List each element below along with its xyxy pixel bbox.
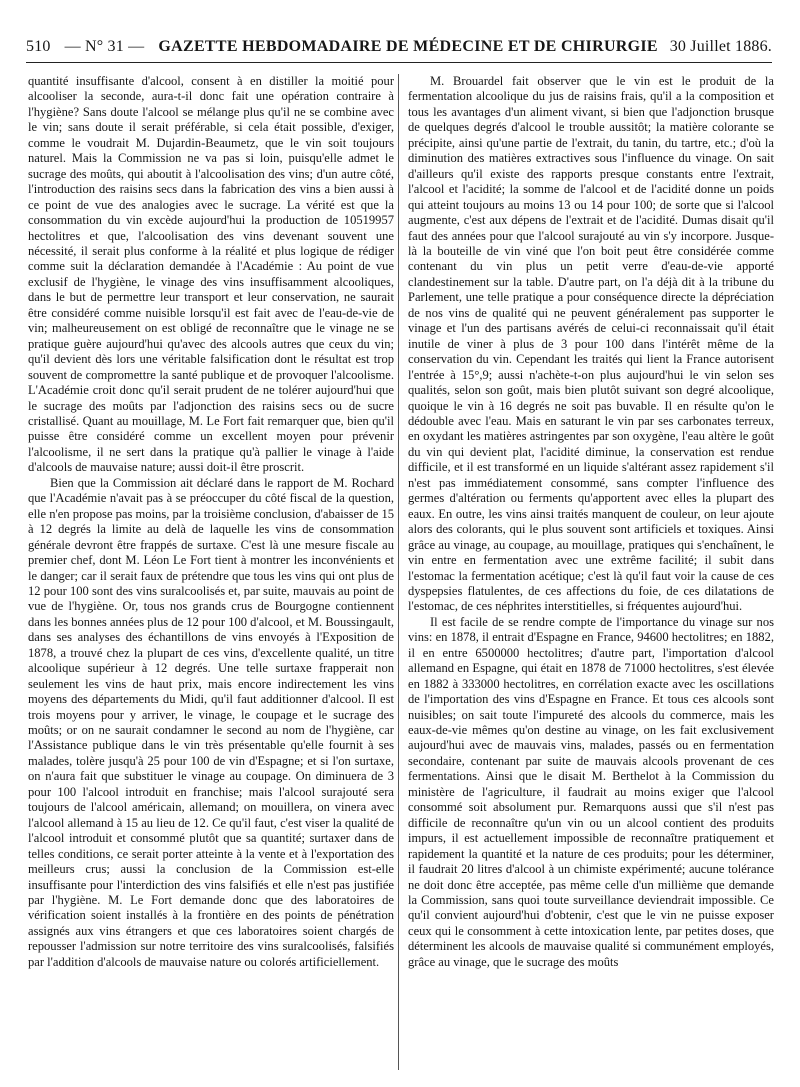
journal-title: GAZETTE HEBDOMADAIRE DE MÉDECINE ET DE CHIRURGIE [158, 38, 658, 55]
column-divider [398, 74, 399, 1070]
right-paragraph-1: M. Brouardel fait observer que le vin est le produit de la fermentation alcoolique du jus de raisins frais, qu'il a la composition et tous les avantages d'un aliment vivant, si bien que l'adjonction brusque de quelques degrés d'alcool le trouble aussitôt; la matière colorante se précipite, ainsi qu'une partie de l'extrait, du tanin, du tartre, etc.; d'où la diminution des matières extractives sous l'influence du vinage. On sait d'ailleurs qu'il existe des rapports presque constants entre l'extrait, l'alcool et l'acidité; la somme de l'alcool et de l'acidité donne un poids qui atteint toujours au moins 13 ou 14 pour 100; de sorte que si l'alcool augmente, c'est aux dépens de l'extrait et de l'acidité. Dumas disait qu'il faut des années pour que l'alcool surajouté au vin s'y incorpore. Jusque-là la bouteille de vin viné que l'on boit peut être considérée comme contenant du vin plus un petit verre d'eau-de-vie apporté clandestinement sur la table. D'autre part, on l'a déjà dit à la tribune du Parlement, une telle pratique a pour conséquence directe la dépréciation de nos vins de qualité qui ne peuvent généralement pas supporter le vinage et l'un des partisans avérés de celui-ci reconnaissait qu'il était inutile de viner à plus de 3 pour 100 dans l'intérêt même de la conservation du vin. Cependant les traités qui lient la France autorisent l'entrée à 15°,9; aussi n'achète-t-on plus aujourd'hui le vin selon ses qualités, selon son goût, mais bien plutôt suivant son degré alcoolique, quoique le vin à 16 degrés ne soit pas buvable. Il en résulte qu'on le dédouble avec l'eau. Mais en saturant le vin par ses carbonates terreux, en oxydant les matières astringentes par son oxygène, l'eau altère le goût du vin qui devient plat, l'acidité diminue, la conservation est rendue difficile, et il est transformé en un liquide s'altérant assez rapidement s'il n'est pas immédiatement consommé, sans compter l'influence des germes d'altération ou ferments qu'apportent avec elles la plupart des eaux. En outre, les vins ainsi traités manquent de couleur, on leur ajoute alors des colorants, qui le plus souvent sont artificiels et toxiques. Ainsi grâce au vinage, au coupage, au mouillage, pratiques qui s'enchaînent, le vin entre en fermentation avec une extrême facilité; il subit dans l'estomac la fermentation acétique; c'est là qu'il faut voir la cause de ces dyspepsies flatulentes, de ces affections du foie, de ces dilatations de l'estomac, de ces néphrites interstitielles, si fréquentes aujourd'hui. [408, 74, 774, 614]
right-paragraph-2: Il est facile de se rendre compte de l'importance du vinage sur nos vins: en 1878, il entrait d'Espagne en France, 94600 hectolitres; en 1882, il en entre 6500000 hectolitres; d'autre part, l'importation d'alcool allemand en Espagne, qui était en 1878 de 71000 hectolitres, s'est élevée en 1882 à 333000 hectolitres, en corrélation exacte avec les oscillations de l'importation des vins d'Espagne en France. Et tous ces alcools sont nuisibles; on sait toute l'impureté des alcools du commerce, mais les eaux-de-vie mêmes qu'on destine au vinage, on les fait exclusivement aujourd'hui avec de mauvais vins, malades, passés ou en fermentation secondaire, contenant par suite de mauvais alcools provenant de ces fermentations. Ainsi que le disait M. Berthelot à la Commission du ministère de l'agriculture, il faudrait au moins exiger que l'alcool consommé soit absolument pur. Remarquons aussi que s'il n'est pas difficile de reconnaître qu'un vin ou un alcool contient des produits impurs, il est actuellement impossible de reconnaître pratiquement et rapidement la quantité et la nature de ces produits; pour les déterminer, il faudrait 20 litres d'alcool à un chimiste expérimenté; aucune tolérance ne doit donc être acceptée, pas même celle d'un millième que demande la Commission, sans quoi toute surveillance deviendrait impossible. Ce qu'il convient aujourd'hui d'obtenir, c'est que le vin ne puisse exposer ceux qui le consomment à cette intoxication lente, par petites doses, que déterminent les alcools de mauvaise qualité si communément employés, grâce au vinage, que le sucrage des moûts [408, 614, 774, 969]
right-column [408, 74, 774, 1074]
left-paragraph-1: quantité insuffisante d'alcool, consent à en distiller la moitié pour alcooliser la seconde, aura-t-il donc fait une opération contraire à l'hygiène? Sans doute l'alcool se mélange plus qu'il ne se combine avec le vin; sans doute il serait préférable, si cela était possible, d'exiger, comme le voudrait M. Dujardin-Beaumetz, que le vin soit toujours naturel. Mais la Commission ne va pas si loin, puisqu'elle admet le sucrage des moûts, qui aboutit à l'alcoolisation des vins; d'un autre côté, l'introduction des raisins secs dans la fabrication des vins a bien aussi à ce point de vue des analogies avec le sucrage. La vérité est que la consommation du vin excède aujourd'hui la production de 10519957 hectolitres et que, l'alcoolisation des vins devenant souvent une nécessité, il serait plus conforme à la réalité et plus logique de rédiger comme suit la déclaration demandée à l'Académie : Au point de vue exclusif de l'hygiène, le vinage des vins insuffisamment alcooliques, dans le but de permettre leur transport et leur conservation, ne saurait être considéré comme nuisible lorsqu'il est fait avec de l'eau-de-vie de vin; malheureusement on est obligé de reconnaître que le vinage ne se pratique guère aujourd'hui qu'avec des alcools autres que ceux du vin; qu'il devient dès lors une véritable falsification dont le résultat est trop souvent de compromettre la santé publique et de provoquer l'alcoolisme. L'Académie croit donc qu'il serait prudent de ne tolérer aujourd'hui que le sucrage des moûts par l'adjonction des raisins secs ou de sucre cristallisé. Quant au mouillage, M. Le Fort fait remarquer que, bien qu'il puisse être considéré comme un excellent moyen pour prévenir l'alcoolisme, il ne sert dans la pratique qu'à pallier le vinage à l'aide d'alcools de mauvaise nature; aussi doit-il être proscrit. [28, 74, 394, 475]
issue-number: — N° 31 — [64, 38, 145, 55]
issue-date: 30 Juillet 1886. [669, 38, 772, 55]
header-left [26, 38, 658, 56]
header-rule [26, 62, 772, 63]
page-number: 510 [26, 38, 51, 55]
left-column [28, 74, 394, 1074]
left-paragraph-2: Bien que la Commission ait déclaré dans le rapport de M. Rochard que l'Académie n'avait pas à se préoccuper du côté fiscal de la question, elle n'en propose pas moins, par la troisième conclusion, d'abaisser de 15 à 12 degrés la limite au delà de laquelle les vins de consommation générale devront être frappés de surtaxe. C'est là une mesure fiscale au premier chef, dont M. Léon Le Fort tient à montrer les inconvénients et le danger; car il serait faux de prétendre que tous les vins qui ont plus de 12 pour 100 sont des vins suralcoolisés et, par suite, mauvais au point de vue de l'hygiène. Or, tous nos grands crus de Bourgogne contiennent dans les bonnes années plus de 12 pour 100 d'alcool, et M. Boussingault, dans ses analyses des échantillons de vins envoyés à l'Exposition de 1878, a trouvé chez la plupart de ces vins, d'excellente qualité, un titre alcoolique supérieur à 12 degrés. Une telle surtaxe frapperait non seulement les vins de haut prix, mais encore indirectement les vins moyens des départements du Midi, qu'il faut additionner d'alcool. Il est trois moyens pour y arriver, le vinage, le coupage et le sucrage des moûts; or on ne saurait condamner le second au nom de l'hygiène, car l'Assistance publique dans le vin très présentable qu'elle fournit à ses malades, tolère jusqu'à 25 pour 100 de vin d'Espagne; et si l'on surtaxe, on n'aura fait que substituer le vinage au coupage. On diminuera de 3 pour 100 l'alcool introduit en franchise; mais l'alcool surajouté sera toujours de l'alcool américain, allemand; on mouillera, on vinera avec l'alcool allemand à 15 au lieu de 12. Ce qu'il faut, c'est viser la qualité de l'alcool introduit et consommé plutôt que sa quantité; surtaxer dans de telles conditions, ce serait porter atteinte à la vente et à l'exportation des meilleurs crus; aussi la conclusion de la Commission est-elle insuffisante pour l'interdiction des vins falsifiés et elle n'est pas justifiée par l'hygiène. M. Le Fort demande donc que des laboratoires de vérification soient installés à la frontière en des points de pénétration assignés aux vins étrangers et que ces laboratoires soient chargés de repousser l'admission sur notre territoire des vins suralcoolisés, falsifiés par l'addition d'alcools de mauvaise nature ou colorés artificiellement. [28, 475, 394, 969]
running-header [26, 38, 772, 58]
